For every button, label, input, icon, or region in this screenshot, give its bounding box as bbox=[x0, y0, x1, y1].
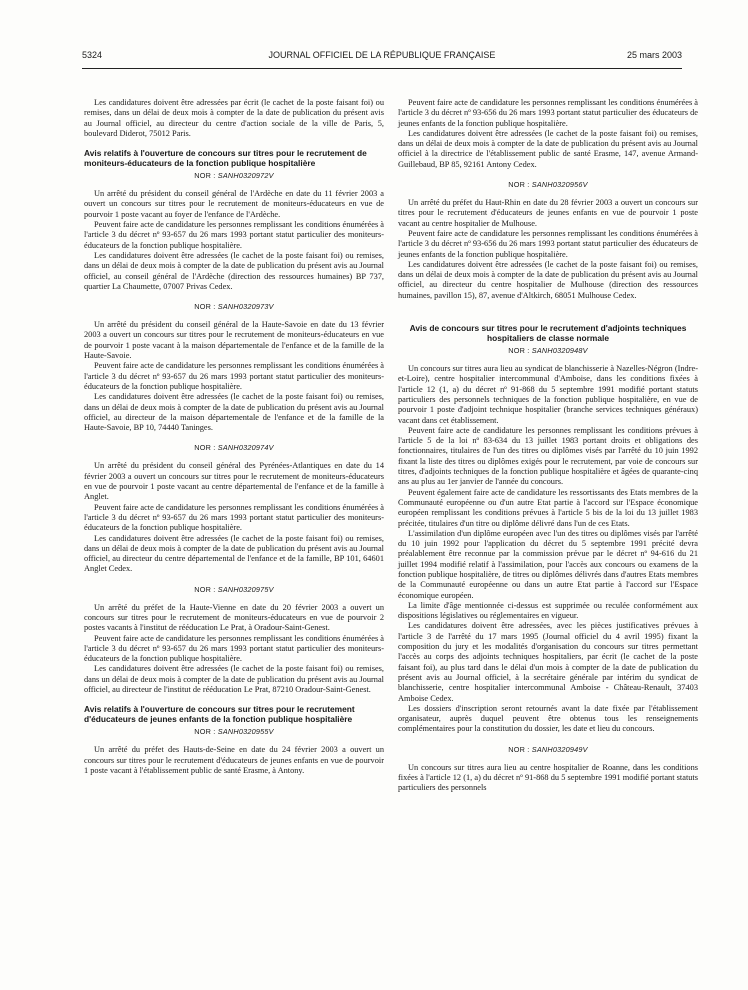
page-header bbox=[82, 50, 682, 69]
nor-code: SANH0320975V bbox=[217, 584, 274, 594]
nor-label: NOR : bbox=[508, 346, 530, 356]
journal-title: JOURNAL OFFICIEL DE LA RÉPUBLIQUE FRANÇAISE bbox=[268, 50, 496, 60]
paragraph: Les candidatures doivent être adressées (le cachet de la poste faisant foi) ou remises, dans un délai de deux mois à compter de la date de publication du présent avis au Journal officiel, au directeur de l'institut de rééducation Le Prat, 87210 Oradour-Saint-Genest. bbox=[84, 664, 384, 695]
paragraph: Un arrêté du président du conseil général de la Haute-Savoie en date du 13 février 2003 a ouvert un concours sur titres pour le recrutement de moniteurs-éducateurs en vue de pourvoir 1 poste vacant à la maison départementale de l'enfance et de la famille de la Haute-Savoie. bbox=[84, 320, 384, 361]
paragraph: Peuvent faire acte de candidature les personnes remplissant les conditions énumérées à l'article 3 du décret nº 93-657 du 26 mars 1993 portant statut particulier des moniteurs-éducateurs de la fonction publique hospitalière. bbox=[84, 633, 384, 664]
left-column bbox=[84, 98, 384, 776]
paragraph: Un arrêté du préfet du Haut-Rhin en date du 28 février 2003 a ouvert un concours sur titres pour le recrutement d'éducateurs de jeunes enfants en vue de pourvoir 1 poste vacant au centre hospitalier de Mulhouse. bbox=[398, 198, 698, 228]
paragraph: Un arrêté du président du conseil général des Pyrénées-Atlantiques en date du 14 février 2003 a ouvert un concours sur titres pour le recrutement de moniteurs-éducateurs en vue de pourvoir 1 poste vacant au centre départemental de l'enfance et de la famille à Anglet. bbox=[84, 461, 384, 502]
nor-reference bbox=[398, 745, 698, 754]
paragraph: Peuvent faire acte de candidature les personnes remplissant les conditions énumérées à l'article 3 du décret nº 93-656 du 26 mars 1993 portant statut particulier des éducateurs de jeunes enfants de la fonction publique hospitalière. bbox=[398, 228, 698, 259]
paragraph: Un concours sur titres aura lieu au centre hospitalier de Roanne, dans les conditions fixées à l'article 12 (1, a) du décret nº 91-868 du 5 septembre 1991 modifié portant statuts particuliers des personnels bbox=[398, 762, 698, 793]
paragraph: Les candidatures doivent être adressées (le cachet de la poste faisant foi) ou remises, dans un délai de deux mois à compter de la date de publication du présent avis au Journal officiel, au directeur de la maison départementale de l'enfance et de la famille de la Haute-Savoie, BP 10, 74440 Taninges. bbox=[84, 392, 384, 433]
paragraph: Un arrêté du préfet des Hauts-de-Seine en date du 24 février 2003 a ouvert un concours sur titres pour le recrutement d'éducateurs de jeunes enfants en vue de pourvoir 1 poste vacant à l'établissement public de santé Erasme, à Antony. bbox=[84, 745, 384, 775]
paragraph: Peuvent faire acte de candidature les personnes remplissant les conditions énumérées à l'article 3 du décret nº 93-656 du 26 mars 1993 portant statut particulier des éducateurs de jeunes enfants de la fonction publique hospitalière. bbox=[398, 98, 698, 128]
nor-code: SANH0320955V bbox=[217, 727, 274, 737]
nor-code: SANH0320956V bbox=[531, 180, 588, 190]
section-heading: Avis relatifs à l'ouverture de concours sur titres pour le recrutement de moniteurs-éducateurs de la fonction publique hospitalière bbox=[84, 148, 367, 169]
paragraph: Les candidatures doivent être adressées par écrit (le cachet de la poste faisant foi) ou remises, dans un délai de deux mois à compter de la date de publication du présent avis au Journal officiel, au directeur du centre d'action sociale de la ville de Paris, 5, boulevard Diderot, 75012 Paris. bbox=[84, 98, 384, 138]
paragraph: Un arrêté du préfet de la Haute-Vienne en date du 20 février 2003 a ouvert un concours sur titres pour le recrutement de moniteurs-éducateurs en vue de pourvoir 2 postes vacants à l'institut de rééducation Le Prat, à Oradour-Saint-Genest. bbox=[84, 602, 384, 633]
nor-code: SANH0320948V bbox=[531, 346, 588, 356]
nor-label: NOR : bbox=[194, 584, 216, 594]
paragraph: Peuvent faire acte de candidature les personnes remplissant les conditions énumérées à l'article 3 du décret nº 93-657 du 26 mars 1993 portant statut particulier des moniteurs-éducateurs de la fonction publique hospitalière. bbox=[84, 361, 384, 391]
nor-label: NOR : bbox=[194, 443, 216, 453]
publication-date: 25 mars 2003 bbox=[626, 50, 682, 60]
nor-label: NOR : bbox=[194, 171, 216, 181]
nor-label: NOR : bbox=[194, 727, 216, 737]
paragraph: Peuvent également faire acte de candidature les ressortissants des Etats membres de la Communauté européenne ou d'un autre Etat partie à l'accord sur l'Espace économique européen remplissant les conditions prévues à l'article 5 bis de la loi du 13 juillet 1983 précitée, titulaires d'un titre ou diplôme délivré dans l'un de ces Etats. bbox=[398, 487, 698, 528]
nor-code: SANH0320949V bbox=[531, 744, 588, 754]
paragraph: L'assimilation d'un diplôme européen avec l'un des titres ou diplômes visés par l'arrêté du 10 juin 1992 pour l'application du décret du 5 septembre 1991 précité devra préalablement être reconnue par la commission prévue par le décret nº 94-616 du 21 juillet 1994 modifié relatif à l'assimilation, pour l'accès aux concours ou examens de la fonction publique hospitalière, de titres ou diplômes délivrés dans d'autres Etats membres de la Communauté européenne ou dans un autre Etat partie à l'accord sur l'Espace économique européen. bbox=[398, 528, 698, 600]
paragraph: Les candidatures doivent être adressées (le cachet de la poste faisant foi) ou remises, dans un délai de deux mois à compter de la date de publication du présent avis au Journal officiel, au directeur du centre départemental de l'enfance et de la famille, BP 101, 64601 Anglet Cedex. bbox=[84, 533, 384, 574]
nor-label: NOR : bbox=[508, 744, 530, 754]
nor-reference bbox=[84, 727, 384, 736]
right-column bbox=[398, 98, 698, 794]
nor-code: SANH0320974V bbox=[217, 443, 274, 453]
section-heading: Avis de concours sur titres pour le recrutement d'adjoints techniques hospitaliers de classe normale bbox=[409, 323, 687, 344]
nor-reference bbox=[398, 180, 698, 189]
paragraph: Peuvent faire acte de candidature les personnes remplissant les conditions prévues à l'article 5 de la loi nº 83-634 du 13 juillet 1983 portant droits et obligations des fonctionnaires, titulaires de l'un des titres ou diplômes visés par l'arrêté du 10 juin 1992 fixant la liste des titres ou diplômes exigés pour le recrutement, par voie de concours sur titres, d'adjoints techniques de la fonction publique hospitalière et âgées de quarante-cinq ans au plus au 1er janvier de l'année du concours. bbox=[398, 425, 698, 487]
paragraph: Un concours sur titres aura lieu au syndicat de blanchisserie à Nazelles-Négron (Indre-et-Loire), centre hospitalier intercommunal d'Amboise, dans les conditions fixées à l'article 12 (1, a) du décret nº 91-868 du 5 septembre 1991 modifié portant statuts particuliers des personnels techniques de la fonction publique hospitalière, en vue de pourvoir 1 poste d'adjoint technique hospitalier (branche services techniques généraux) vacant dans cet établissement. bbox=[398, 364, 698, 425]
nor-reference bbox=[84, 443, 384, 452]
nor-reference bbox=[398, 346, 698, 355]
paragraph: Les candidatures doivent être adressées (le cachet de la poste faisant foi) ou remises, dans un délai de deux mois à compter de la date de publication du présent avis au Journal officiel, au conseil général de l'Ardèche (direction des ressources humaines) BP 737, quartier La Chaumette, 07007 Privas Cedex. bbox=[84, 250, 384, 291]
nor-label: NOR : bbox=[194, 302, 216, 312]
paragraph: Les dossiers d'inscription seront retournés avant la date fixée par l'établissement organisateur, auprès duquel peuvent être obtenus tous les renseignements complémentaires pour la constitution du dossier, les date et lieu du concours. bbox=[398, 703, 698, 734]
nor-reference bbox=[84, 171, 384, 180]
paragraph: Les candidatures doivent être adressées (le cachet de la poste faisant foi) ou remises, dans un délai de deux mois à compter de la date de publication du présent avis au Journal officiel, au directeur du centre hospitalier de Mulhouse (direction des ressources humaines, pavillon 15), 87, avenue d'Altkirch, 68051 Mulhouse Cedex. bbox=[398, 259, 698, 300]
section-heading: Avis relatifs à l'ouverture de concours sur titres pour le recrutement d'éducateurs de jeunes enfants de la fonction publique hospitalière bbox=[84, 704, 355, 725]
nor-reference bbox=[84, 585, 384, 594]
paragraph: Peuvent faire acte de candidature les personnes remplissant les conditions énumérées à l'article 3 du décret nº 93-657 du 26 mars 1993 portant statut particulier des moniteurs-éducateurs de la fonction publique hospitalière. bbox=[84, 502, 384, 533]
nor-code: SANH0320973V bbox=[217, 302, 274, 312]
page-number: 5324 bbox=[82, 50, 103, 60]
nor-code: SANH0320972V bbox=[217, 171, 274, 181]
nor-reference bbox=[84, 302, 384, 311]
paragraph: La limite d'âge mentionnée ci-dessus est supprimée ou reculée conformément aux dispositions législatives ou réglementaires en vigueur. bbox=[398, 600, 698, 621]
paragraph: Peuvent faire acte de candidature les personnes remplissant les conditions énumérées à l'article 3 du décret nº 93-657 du 26 mars 1993 portant statut particulier des moniteurs-éducateurs de la fonction publique hospitalière. bbox=[84, 220, 384, 250]
paragraph: Les candidatures doivent être adressées (le cachet de la poste faisant foi) ou remises, dans un délai de deux mois à compter de la date de publication du présent avis au Journal officiel à la directrice de l'établissement public de santé Erasme, 147, avenue Armand-Guillebaud, BP 85, 92161 Antony Cedex. bbox=[398, 128, 698, 169]
nor-label: NOR : bbox=[508, 180, 530, 190]
paragraph: Un arrêté du président du conseil général de l'Ardèche en date du 11 février 2003 a ouvert un concours sur titres pour le recrutement de moniteurs-éducateurs en vue de pourvoir 1 poste vacant au foyer de l'enfance de l'Ardèche. bbox=[84, 189, 384, 219]
paragraph: Les candidatures doivent être adressées, avec les pièces justificatives prévues à l'article 3 de l'arrêté du 17 mars 1995 (Journal officiel du 4 avril 1995) fixant la composition du jury et les modalités d'organisation du concours sur titres permettant l'accès au corps des adjoints techniques hospitaliers, par écrit (le cachet de la poste faisant foi), au plus tard dans le délai d'un mois à compter de la date de publication du présent avis au Journal officiel, à la secrétaire générale par intérim du syndicat de blanchisserie, centre hospitalier intercommunal Amboise - Château-Renault, 37403 Amboise Cedex. bbox=[398, 621, 698, 703]
